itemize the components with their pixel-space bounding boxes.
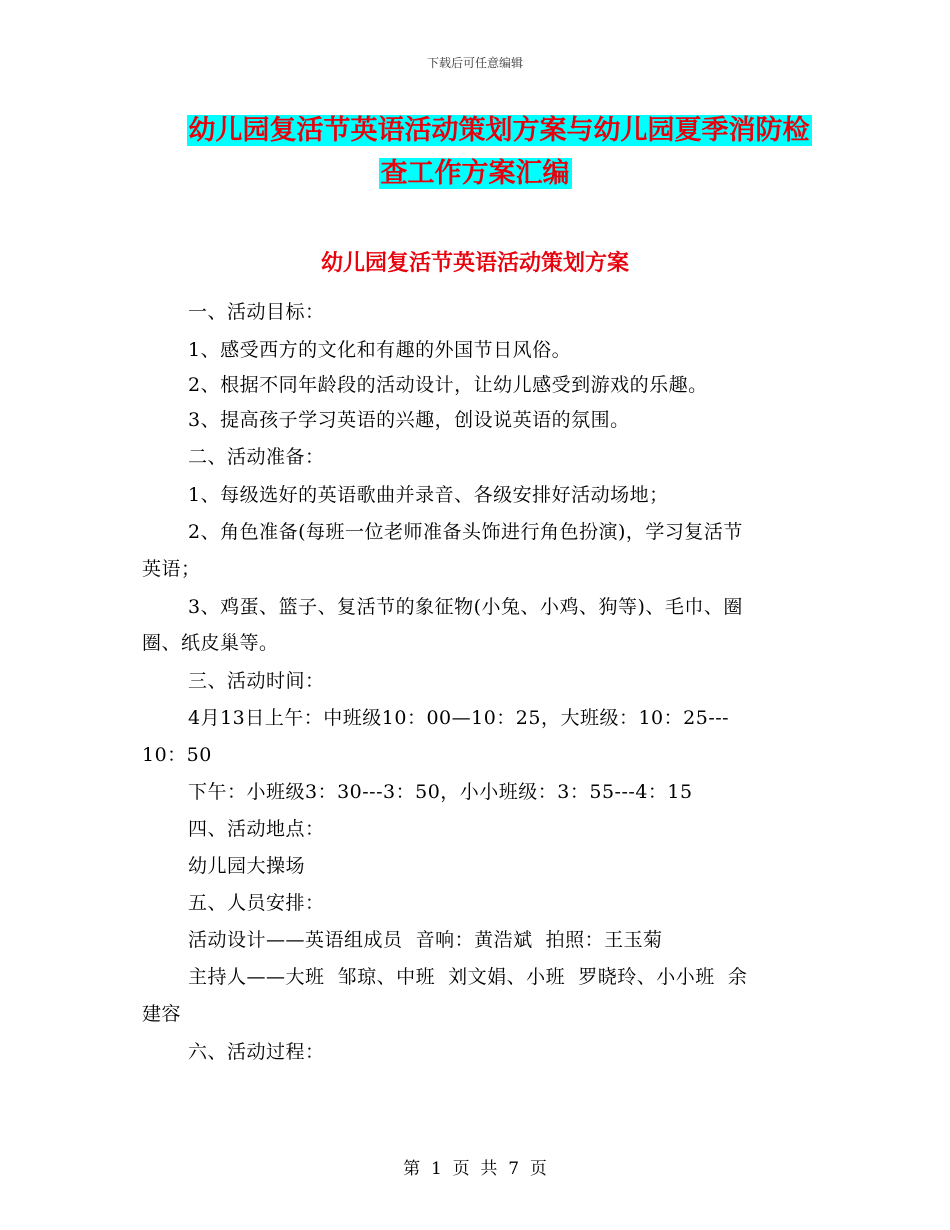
body-line: 五、人员安排：	[188, 892, 325, 914]
body-line: 幼儿园大操场	[188, 855, 306, 877]
body-line: 建容	[142, 1003, 182, 1025]
body-line: 英语；	[142, 558, 201, 580]
page-number-footer: 第 1 页 共 7 页	[403, 1159, 547, 1179]
document-title-line-1-text: 幼儿园复活节英语活动策划方案与幼儿园夏季消防检	[188, 115, 810, 146]
document-title-line-2-text: 查工作方案汇编	[380, 158, 570, 189]
body-line: 4月13日上午：中班级10：00—10：25，大班级：10：25---	[188, 707, 730, 729]
body-line: 2、根据不同年龄段的活动设计，让幼儿感受到游戏的乐趣。	[188, 374, 708, 396]
body-line: 六、活动过程：	[188, 1041, 325, 1063]
body-line: 1、感受西方的文化和有趣的外国节日风俗。	[188, 339, 572, 361]
body-line: 活动设计——英语组成员 音响：黄浩斌 拍照：王玉菊	[188, 929, 663, 951]
body-line: 圈、纸皮巢等。	[142, 632, 279, 654]
body-line: 四、活动地点：	[188, 818, 325, 840]
body-line: 二、活动准备：	[188, 446, 325, 468]
body-line: 三、活动时间：	[188, 670, 325, 692]
header-note: 下载后可任意编辑	[426, 56, 523, 70]
body-line: 主持人——大班 邹琼、中班 刘文娟、小班 罗晓玲、小小班 余	[188, 966, 748, 988]
body-line: 3、鸡蛋、篮子、复活节的象征物(小兔、小鸡、狗等)、毛巾、圈	[188, 596, 743, 618]
document-title-line-2	[0, 154, 950, 194]
body-line: 1、每级选好的英语歌曲并录音、各级安排好活动场地；	[188, 484, 669, 506]
document-title-line-1	[24, 111, 950, 151]
body-line: 一、活动目标：	[188, 301, 325, 323]
body-line: 2、角色准备(每班一位老师准备头饰进行角色扮演)，学习复活节	[188, 521, 743, 543]
body-line: 3、提高孩子学习英语的兴趣，创设说英语的氛围。	[188, 409, 630, 431]
body-line: 下午：小班级3：30---3：50，小小班级：3：55---4：15	[188, 781, 693, 803]
section-title: 幼儿园复活节英语活动策划方案	[320, 250, 629, 276]
body-line: 10：50	[142, 744, 212, 766]
